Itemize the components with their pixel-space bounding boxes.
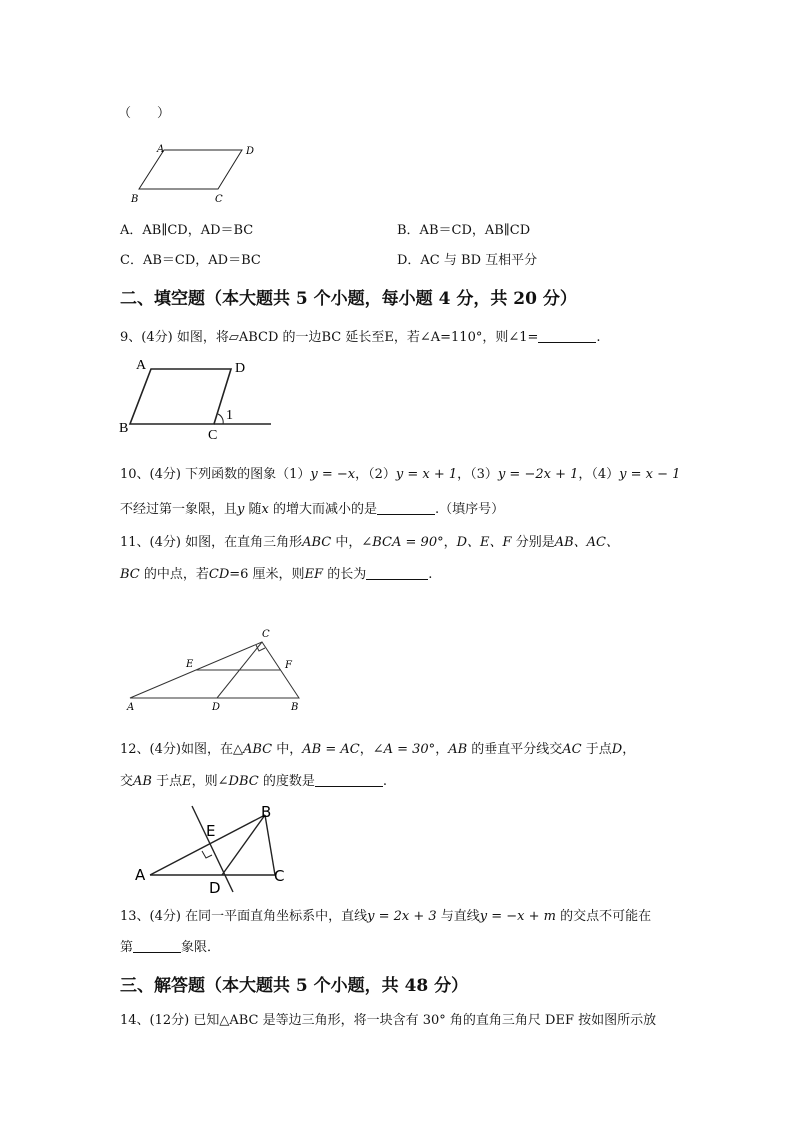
q10-func-2: y = x + 1 [395,467,458,482]
q11-points: D、E、F [456,535,512,550]
q10-line1-c: ，（3） [457,467,498,482]
q11-label-c: C [262,629,270,640]
q12-line2-d: 的度数是 [258,774,315,789]
section-3-title: 三、解答题（本大题共 5 个小题，共 48 分） [120,976,469,996]
q8-option-a: A．AB∥CD，AD＝BC [120,223,254,238]
q13-line1-c: 的交点不可能在 [556,909,652,924]
q9-label-a: A [136,358,147,373]
q11-line2-c: =6 厘米，则 [229,567,305,582]
q8-label-a: A [157,144,165,155]
q8-option-d: D．AC 与 BD 互相平分 [397,253,538,268]
q10-line2 [120,498,504,517]
q10-func-3: y = −2x + 1 [497,467,579,482]
q12-ab: AB [448,742,468,757]
q12-label-c: C [274,867,285,885]
q10-func-1: y = −x [310,467,356,482]
q9-text-a: 9、(4分) 如图，将▱ABCD 的一边BC 延长至E，若∠A=110°，则∠1= [120,330,539,345]
q12-ab2: AB [133,774,152,789]
q11-line2 [120,563,432,582]
q12-line1-c: ， [359,742,373,757]
q13-line2 [120,936,220,955]
q12-tri: △ABC [232,742,273,757]
q13-line1-b: 与直线 [436,909,480,924]
q12-dbc: ∠DBC [217,774,259,789]
q10-line1 [120,463,680,482]
q8-parallelogram [139,150,242,189]
q13-line1 [120,905,651,924]
q9-angle-arc [218,414,223,424]
q12-eq2: ∠A = 30° [372,742,436,757]
q11-answer-blank[interactable] [366,567,428,580]
q8-option-b: B．AB＝CD，AB∥CD [397,223,531,238]
q13-line2-b: 象限． [181,940,221,955]
q11-line1 [120,531,619,550]
q9-label-b: B [119,421,129,436]
section-2-title: 二、填空题（本大题共 5 个小题，每小题 4 分，共 20 分） [120,289,577,309]
q11-sides: AB、AC、 [554,535,619,550]
q9-text-b: . [596,330,601,345]
q12-line1-g: ， [622,742,636,757]
q11-label-b: B [291,702,299,713]
q11-label-e: E [186,659,194,670]
q12-e: E [182,774,192,789]
q12-line2-c: ，则 [191,774,218,789]
q9-text [120,326,601,345]
q12-d: D [611,742,623,757]
q12-line2-b: 于点 [151,774,183,789]
q11-line2-e: . [428,567,433,582]
q11-line2-b: 的中点，若 [139,567,209,582]
q9-label-angle: 1 [226,408,233,423]
q8-parallelogram-figure [120,140,280,210]
q10-answer-blank[interactable] [377,502,435,515]
q10-line1-d: ，（4） [578,467,620,482]
q11-line1-b: 中， [331,535,362,550]
q12-line2 [120,770,387,789]
q12-line1-e: 的垂直平分线交 [467,742,563,757]
q11-bc: BC [120,567,140,582]
q10-var-x: x [261,502,269,517]
q12-ac: AC [562,742,582,757]
q10-var-y: y [237,502,245,517]
q12-line1-d: ， [435,742,449,757]
q12-label-b: B [261,803,272,821]
q9-label-c: C [208,428,218,443]
q8-label-d: D [246,146,255,157]
q13-func-2: y = −x + m [479,909,556,924]
q12-label-d: D [209,879,221,897]
q11-angle: ∠BCA = 90° [361,535,444,550]
q12-side-bc [265,815,275,875]
q9-parallelogram-figure [115,352,285,442]
q11-label-a: A [127,702,135,713]
q8-option-c: C．AB＝CD，AD＝BC [120,253,261,268]
q12-segment-bd [222,815,265,875]
q10-line1-b: ，（2） [355,467,396,482]
q13-line1-a: 13、(4分) 在同一平面直角坐标系中，直线 [120,909,368,924]
q13-line2-a: 第 [120,940,134,955]
q11-cd: CD [208,567,230,582]
q11-line1-a: 11、(4分) 如图，在直角三角形 [120,535,303,550]
q10-line2-d: .（填序号） [435,502,505,517]
q12-line1-b: 中， [272,742,303,757]
q11-label-d: D [212,702,221,713]
q9-answer-blank[interactable] [538,330,596,343]
q14-text: 14、(12分) 已知△ABC 是等边三角形，将一块含有 30° 角的直角三角尺 DEF 按如图所示放 [120,1013,657,1028]
q11-line1-c: ， [443,535,457,550]
q11-tri: ABC [302,535,332,550]
q10-line2-b: 随 [244,502,262,517]
q13-func-1: y = 2x + 3 [367,909,437,924]
q12-line2-a: 交 [120,774,134,789]
q12-line1-a: 12、(4分)如图，在 [120,742,233,757]
q12-label-e: E [206,822,216,840]
q8-answer-paren: （ ） [118,106,171,121]
q8-label-b: B [131,194,139,205]
q12-line1-f: 于点 [581,742,612,757]
q11-ef: EF [304,567,324,582]
q11-line2-d: 的长为 [323,567,367,582]
q12-right-angle-mark [202,851,212,858]
q11-label-f: F [285,660,292,671]
q12-eq1: AB = AC [302,742,360,757]
q8-label-c: C [215,194,223,205]
q10-func-4: y = x − 1 [619,467,681,482]
q9-parallelogram [130,369,231,424]
q10-line2-c: 的增大而减小的是 [268,502,377,517]
q12-triangle-figure [130,800,310,895]
q10-line1-a: 10、(4分) 下列函数的图象（1） [120,467,311,482]
q12-line1 [120,738,635,757]
q11-line1-d: 分别是 [511,535,555,550]
q11-triangle-figure [120,622,320,717]
q12-line2-e: . [382,774,387,789]
q11-right-angle-mark [256,645,265,651]
q12-answer-blank[interactable] [315,774,383,787]
q12-label-a: A [135,866,146,884]
q13-answer-blank[interactable] [133,940,181,953]
q10-line2-a: 不经过第一象限，且 [120,502,238,517]
q9-label-d: D [235,361,246,376]
